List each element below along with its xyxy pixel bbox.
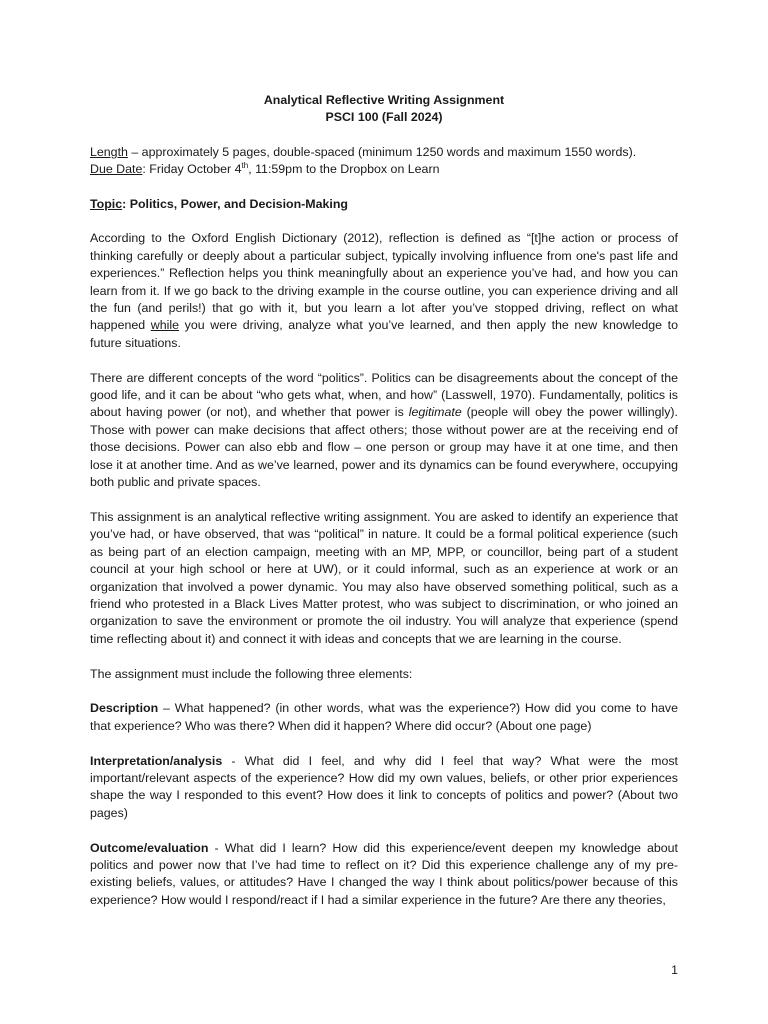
element-outcome bbox=[90, 840, 678, 910]
underlined-word: while bbox=[150, 318, 180, 333]
description-label: Description bbox=[90, 701, 159, 716]
italic-word: legitimate bbox=[408, 405, 462, 420]
outcome-label: Outcome/evaluation bbox=[90, 840, 209, 855]
topic-label: Topic bbox=[90, 196, 123, 211]
paragraph-text: According to the Oxford English Dictionary (2012), reflection is defined as “[t]he action or process of thinking carefully or deeply about a particular subject, typically involving influence from one's past life and experiences.” Reflection helps you think meaningfully about an experience you’ve had, and how you can learn from it. If we go back to the driving example in the course outline, you can experience driving and all the fun (and perils!) that go with it, but you learn a lot after you’ve stopped driving, reflect on what happened bbox=[90, 231, 678, 333]
paragraph-text: There are different concepts of the word “politics”. Politics can be disagreements about the concept of the good life, and it can be about “who gets what, when, and how” (Lasswell, 1970). Fundamentally, politics is about having power (or not), and whether that power is bbox=[90, 370, 678, 420]
paragraph-text: you were driving, analyze what you’ve learned, and then apply the new knowledge to future situations. bbox=[90, 318, 678, 350]
paragraph-text: (people will obey the power willingly). Those with power can make decisions that affect others; those without power are at the receiving end of those decisions. Power can also ebb and flow – one person or group may have it at one time, and then lose it at another time. And as we’ve learned, power and its dynamics can be found everywhere, occupying both public and private spaces. bbox=[90, 405, 679, 490]
due-date-sup: th bbox=[241, 161, 249, 171]
page-number: 1 bbox=[671, 963, 678, 977]
paragraph-assignment: This assignment is an analytical reflective writing assignment. You are asked to identify an experience that you’ve had, or have observed, that was “political” in nature. It could be a formal political experience (such as being part of an election campaign, meeting with an MP, MPP, or councillor, being part of a student council at your high school or here at UW), or it could informal, such as an experience at work or an organization that involved a power dynamic. You may also have observed something political, such as a friend who protested in a Black Lives Matter protest, who was subject to discrimination, or who joined an organization to save the environment or promote the oil industry. You will analyze that experience (spend time reflecting about it) and connect it with ideas and concepts that we are learning in the course. bbox=[90, 509, 678, 646]
due-date-text-a: : Friday October 4 bbox=[142, 162, 242, 177]
element-description bbox=[90, 700, 678, 735]
topic-line bbox=[90, 196, 678, 213]
paragraph-elements-intro: The assignment must include the following three elements: bbox=[90, 666, 413, 681]
document-title: Analytical Reflective Writing Assignment bbox=[263, 93, 505, 107]
due-date-text-b: , 11:59pm to the Dropbox on Learn bbox=[248, 162, 440, 177]
description-text: – What happened? (in other words, what was the experience?) How did you come to have that experience? Who was there? When did it happen? Where did occur? (About one page) bbox=[90, 701, 678, 733]
assignment-meta bbox=[90, 144, 678, 179]
topic-text: : Politics, Power, and Decision-Making bbox=[122, 196, 348, 211]
outcome-text: - What did I learn? How did this experience/event deepen my knowledge about politics and power now that I’ve had time to reflect on it? Did this experience challenge any of my pre-existing beliefs, values, or attitudes? Have I changed the way I think about politics/power because of this experience? How would I respond/react if I had a similar experience in the future? Are there any theories, bbox=[90, 840, 678, 907]
length-line bbox=[90, 144, 678, 161]
course-code: PSCI 100 (Fall 2024) bbox=[325, 110, 443, 125]
length-text: – approximately 5 pages, double-spaced (minimum 1250 words and maximum 1550 words). bbox=[127, 144, 637, 159]
interpretation-label: Interpretation/analysis bbox=[90, 753, 223, 768]
due-date-label: Due Date bbox=[90, 162, 143, 177]
document-title-block bbox=[90, 92, 678, 127]
paragraph-politics bbox=[90, 370, 678, 492]
element-interpretation bbox=[90, 753, 678, 823]
paragraph-reflection bbox=[90, 230, 678, 352]
length-label: Length bbox=[90, 144, 128, 159]
due-date-line bbox=[90, 161, 678, 178]
interpretation-text: - What did I feel, and why did I feel that way? What were the most important/relevant aspects of the experience? How did my own values, beliefs, or other prior experiences shape the way I responded to this event? How does it link to concepts of politics and power? (About two pages) bbox=[90, 753, 678, 820]
